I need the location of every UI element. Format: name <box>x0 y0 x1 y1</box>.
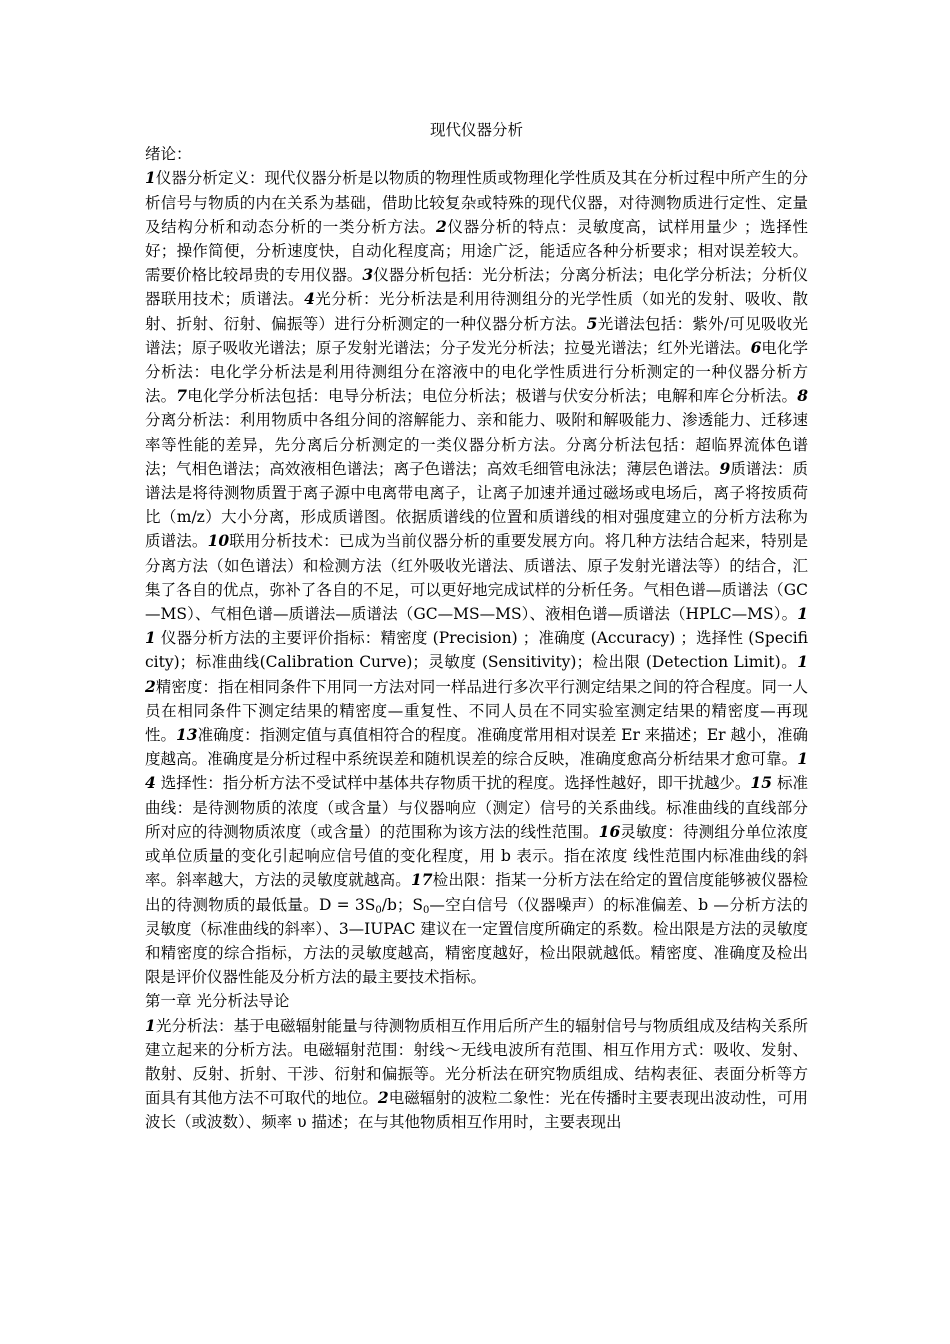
item-number: 3 <box>362 265 374 285</box>
item-number: 1 <box>145 1015 156 1035</box>
item-text: 精密度：指在相同条件下用同一方法对同一样品进行多次平行测定结果之间的符合程度。同一人员在相同条件下测定结果的精密度—重复性、不同人员在不同实验室测定结果的精密度—再现性。 <box>145 677 808 745</box>
item-text: 光分析：光分析法是利用待测组分的光学性质（如光的发射、吸收、散射、折射、衍射、偏振等）进行分析测定的一种仪器分析方法。 <box>145 290 808 333</box>
intro-body <box>145 166 808 989</box>
intro-item-7 <box>176 387 797 405</box>
item-text: 分离分析法：利用物质中各组分间的溶解能力、亲和能力、吸附和解吸能力、渗透能力、迁移速率等性能的差异，先分离后分析测定的一类仪器分析方法。分离分析法包括：超临界流体色谱法；气相色谱法；高效液相色谱法；离子色谱法；高效毛细管电泳法；薄层色谱法。 <box>145 411 808 478</box>
item-number: 10 <box>207 531 230 551</box>
item-text: 联用分析技术：已成为当前仪器分析的重要发展方向。将几种方法结合起来，特别是分离方法（如色谱法）和检测方法（红外吸收光谱法、质谱法、原子发射光谱法等）的结合，汇集了各自的优点，弥补了各自的不足，可以更好地完成试样的分析任务。气相色谱—质谱法（GC—MS）、气相色谱—质谱法—质谱法（GC—MS—MS）、液相色谱—质谱法（HPLC—MS）。 <box>145 532 808 624</box>
item-number: 12 <box>145 652 808 696</box>
item-text: 标准曲线：是待测物质的浓度（或含量）与仪器响应（测定）信号的关系曲线。标准曲线的直线部分所对应的待测物质浓度（或含量）的范围称为该方法的线性范围。 <box>145 774 808 841</box>
document-page <box>145 118 808 1135</box>
intro-heading: 绪论： <box>145 145 192 164</box>
item-text: 电化学分析法：电化学分析法是利用待测组分在溶液中的电化学性质进行分析测定的一种仪器分析方法。 <box>145 338 808 406</box>
item-text: 仪器分析定义：现代仪器分析是以物质的物理性质或物理化学性质及其在分析过程中所产生的分析信号与物质的内在关系为基础，借助比较复杂或特殊的现代仪器，对待测物质进行定性、定量及结构分析和动态分析的一类分析方法。 <box>145 169 808 236</box>
intro-item-10 <box>145 532 808 623</box>
page-title: 现代仪器分析 <box>429 121 523 139</box>
subscript: 0 <box>423 904 430 916</box>
item-text: 电化学分析法包括：电导分析法；电位分析法；极谱与伏安分析法；电解和库仑分析法。 <box>187 387 798 406</box>
item-text: 准确度：指测定值与真值相符合的程度。准确度常用相对误差 Er 来描述；Er 越小，准确度越高。准确度是分析过程中系统误差和随机误差的综合反映，准确度愈高分析结果才愈可靠。 <box>145 726 808 769</box>
item-number: 13 <box>176 725 198 745</box>
item-text: 质谱法：质谱法是将待测物质置于离子源中电离带电离子，让离子加速并通过磁场或电场后，离子将按质荷比（m/z）大小分离，形成质谱图。依据质谱线的位置和质谱线的相对强度建立的分析方法称为质谱法。 <box>145 459 808 551</box>
item-text: 仪器分析方法的主要评价指标：精密度 (Precision) ；准确度 (Accuracy) ；选择性 (Specificity)；标准曲线(Calibration Curve)；灵敏度 (Sensitivity)；检出限 (Detection Limit)。 <box>145 629 808 672</box>
chapter1-body <box>145 1014 808 1135</box>
item-number: 15 <box>750 773 772 793</box>
item-text: 灵敏度：待测组分单位浓度或单位质量的变化引起响应信号值的变化程度，用 b 表示。指在浓度 线性范围内标准曲线的斜率。斜率越大，方法的灵敏度就越高。 <box>145 822 808 890</box>
item-text: 仪器分析的特点：灵敏度高，试样用量少 ；选择性好；操作简便，分析速度快，自动化程度高；用途广泛，能适应各种分析要求；相对误差较大。需要价格比较昂贵的专用仪器。 <box>145 217 808 285</box>
item-text: 仪器分析包括：光分析法；分离分析法；电化学分析法；分析仪器联用技术；质谱法。 <box>145 266 808 309</box>
item-text: /b；S <box>381 895 423 914</box>
item-number: 2 <box>377 1088 389 1108</box>
item-text: —空白信号（仪器噪声）的标准偏差、b —分析方法的灵敏度（标准曲线的斜率）、3—IUPAC 建议在一定置信度所确定的系数。检出限是方法的灵敏度和精密度的综合指标，方法的灵敏度越高，精密度越好，检出限就越低。精密度、准确度及检出限是评价仪器性能及分析方法的最主要技术指标。 <box>145 895 808 987</box>
item-number: 5 <box>586 313 598 333</box>
item-number: 6 <box>750 337 762 357</box>
item-number: 4 <box>304 289 315 309</box>
item-number: 11 <box>145 604 808 648</box>
item-number: 2 <box>435 216 447 236</box>
item-number: 1 <box>145 168 156 188</box>
item-number: 14 <box>145 749 808 793</box>
item-number: 7 <box>176 386 188 406</box>
item-text: 光分析法：基于电磁辐射能量与待测物质相互作用后所产生的辐射信号与物质组成及结构关系所建立起来的分析方法。电磁辐射范围：射线～无线电波所有范围、相互作用方式：吸收、发射、散射、反射、折射、干涉、衍射和偏振等。光分析法在研究物质组成、结构表征、表面分析等方面具有其他方法不可取代的地位。 <box>145 1016 808 1108</box>
item-text: 电磁辐射的波粒二象性：光在传播时主要表现出波动性，可用波长（或波数）、频率 υ 描述；在与其他物质相互作用时，主要表现出 <box>145 1089 808 1132</box>
intro-item-13 <box>145 726 808 768</box>
item-text: 光谱法包括：紫外/可见吸收光谱法；原子吸收光谱法；原子发射光谱法；分子发光分析法；拉曼光谱法；红外光谱法。 <box>145 314 808 357</box>
item-number: 16 <box>598 821 621 841</box>
item-number: 17 <box>410 870 433 890</box>
subscript: 0 <box>375 904 382 916</box>
chapter1-heading: 第一章 光分析法导论 <box>145 992 290 1011</box>
item-number: 8 <box>797 386 808 406</box>
item-text: 选择性：指分析方法不受试样中基体共存物质干扰的程度。选择性越好，即干扰越少。 <box>160 774 751 793</box>
item-number: 9 <box>719 458 731 478</box>
item-text: 检出限：指某一分析方法在给定的置信度能够被仪器检出的待测物质的最低量。D = 3S <box>145 871 808 914</box>
